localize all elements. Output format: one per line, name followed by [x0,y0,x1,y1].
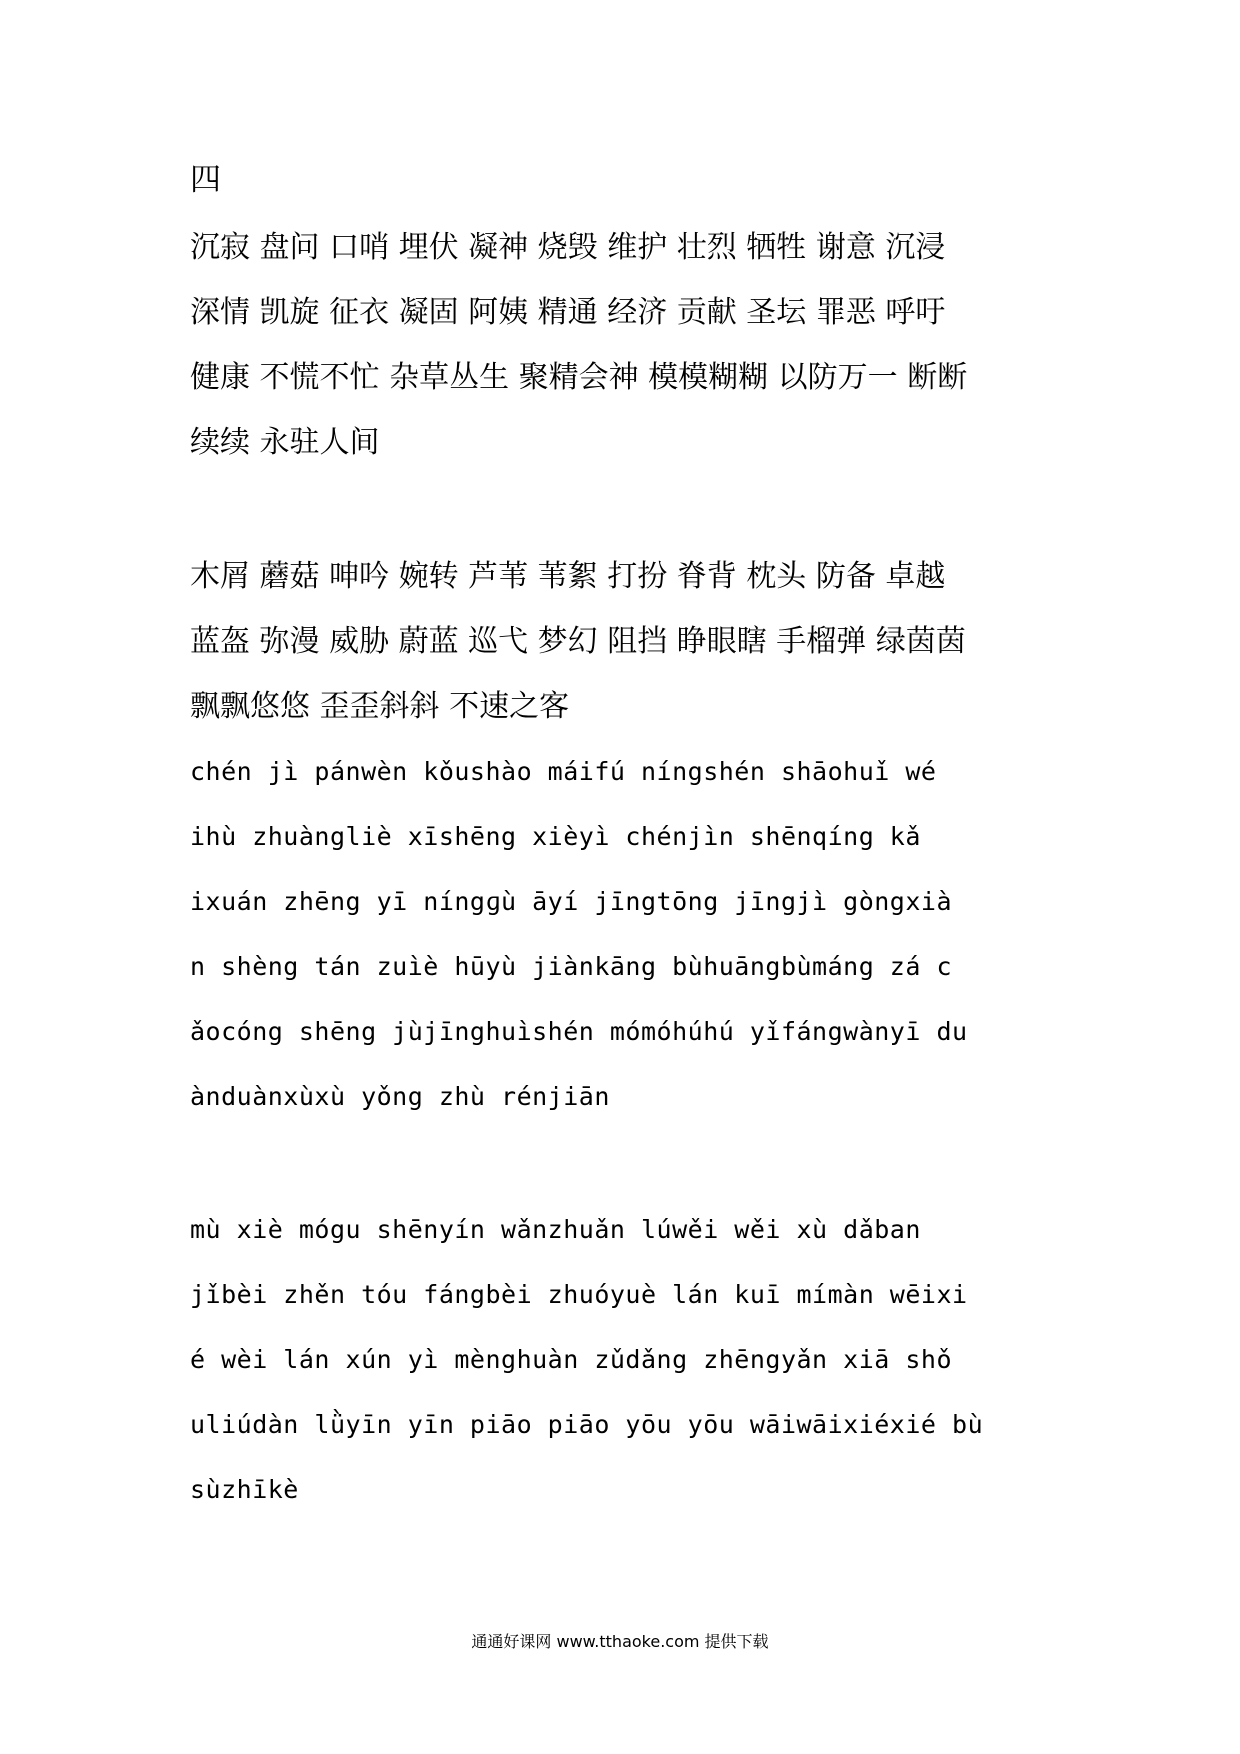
vocab-line: 健康 不慌不忙 杂草丛生 聚精会神 模模糊糊 以防万一 断断 [190,360,968,395]
pinyin-line: ihù zhuàngliè xīshēng xièyì chénjìn shēnqíng kǎ [190,822,921,851]
pinyin-line: ixuán zhēng yī níngɡù āyí jīngtōng jīngjì gòngxià [190,887,953,916]
pinyin-line: n shèng tán zuìè hūyù jiànkāng bùhuāngbùmáng zá c [190,952,953,981]
section-heading: 四 [190,162,221,198]
vocab-line: 沉寂 盘问 口哨 埋伏 凝神 烧毁 维护 壮烈 牺牲 谢意 沉浸 [190,230,946,265]
pinyin-line: ǎocóng shēng jùjīnghuìshén mómóhúhú yǐfángwànyī du [190,1017,968,1046]
vocab-line: 飘飘悠悠 歪歪斜斜 不速之客 [190,689,570,724]
pinyin-line: sùzhīkè [190,1475,299,1504]
pinyin-line: chén jì pánwèn kǒushào máifú níngshén shāohuǐ wé [190,757,937,786]
vocab-line: 木屑 蘑菇 呻吟 婉转 芦苇 苇絮 打扮 脊背 枕头 防备 卓越 [190,559,946,594]
vocab-line: 续续 永驻人间 [190,425,380,460]
pinyin-line: ànduànxùxù yǒng zhù rénjiān [190,1082,610,1111]
vocab-line: 蓝盔 弥漫 威胁 蔚蓝 巡弋 梦幻 阻挡 睁眼瞎 手榴弹 绿茵茵 [190,624,966,659]
pinyin-line: jǐbèi zhěn tóu fángbèi zhuóyuè lán kuī mímàn wēixi [190,1280,968,1309]
pinyin-line: uliúdàn lǜyīn yīn piāo piāo yōu yōu wāiwāixiéxié bù [190,1410,984,1439]
page-footer: 通通好课网 www.tthaoke.com 提供下载 [471,1632,769,1651]
pinyin-line: é wèi lán xún yì mènghuàn zǔdǎng zhēngyǎn xiā shǒ [190,1345,953,1374]
vocab-line: 深情 凯旋 征衣 凝固 阿姨 精通 经济 贡献 圣坛 罪恶 呼吁 [190,295,946,330]
pinyin-line: mù xiè mógu shēnyín wǎnzhuǎn lúwěi wěi xù dǎban [190,1215,921,1244]
